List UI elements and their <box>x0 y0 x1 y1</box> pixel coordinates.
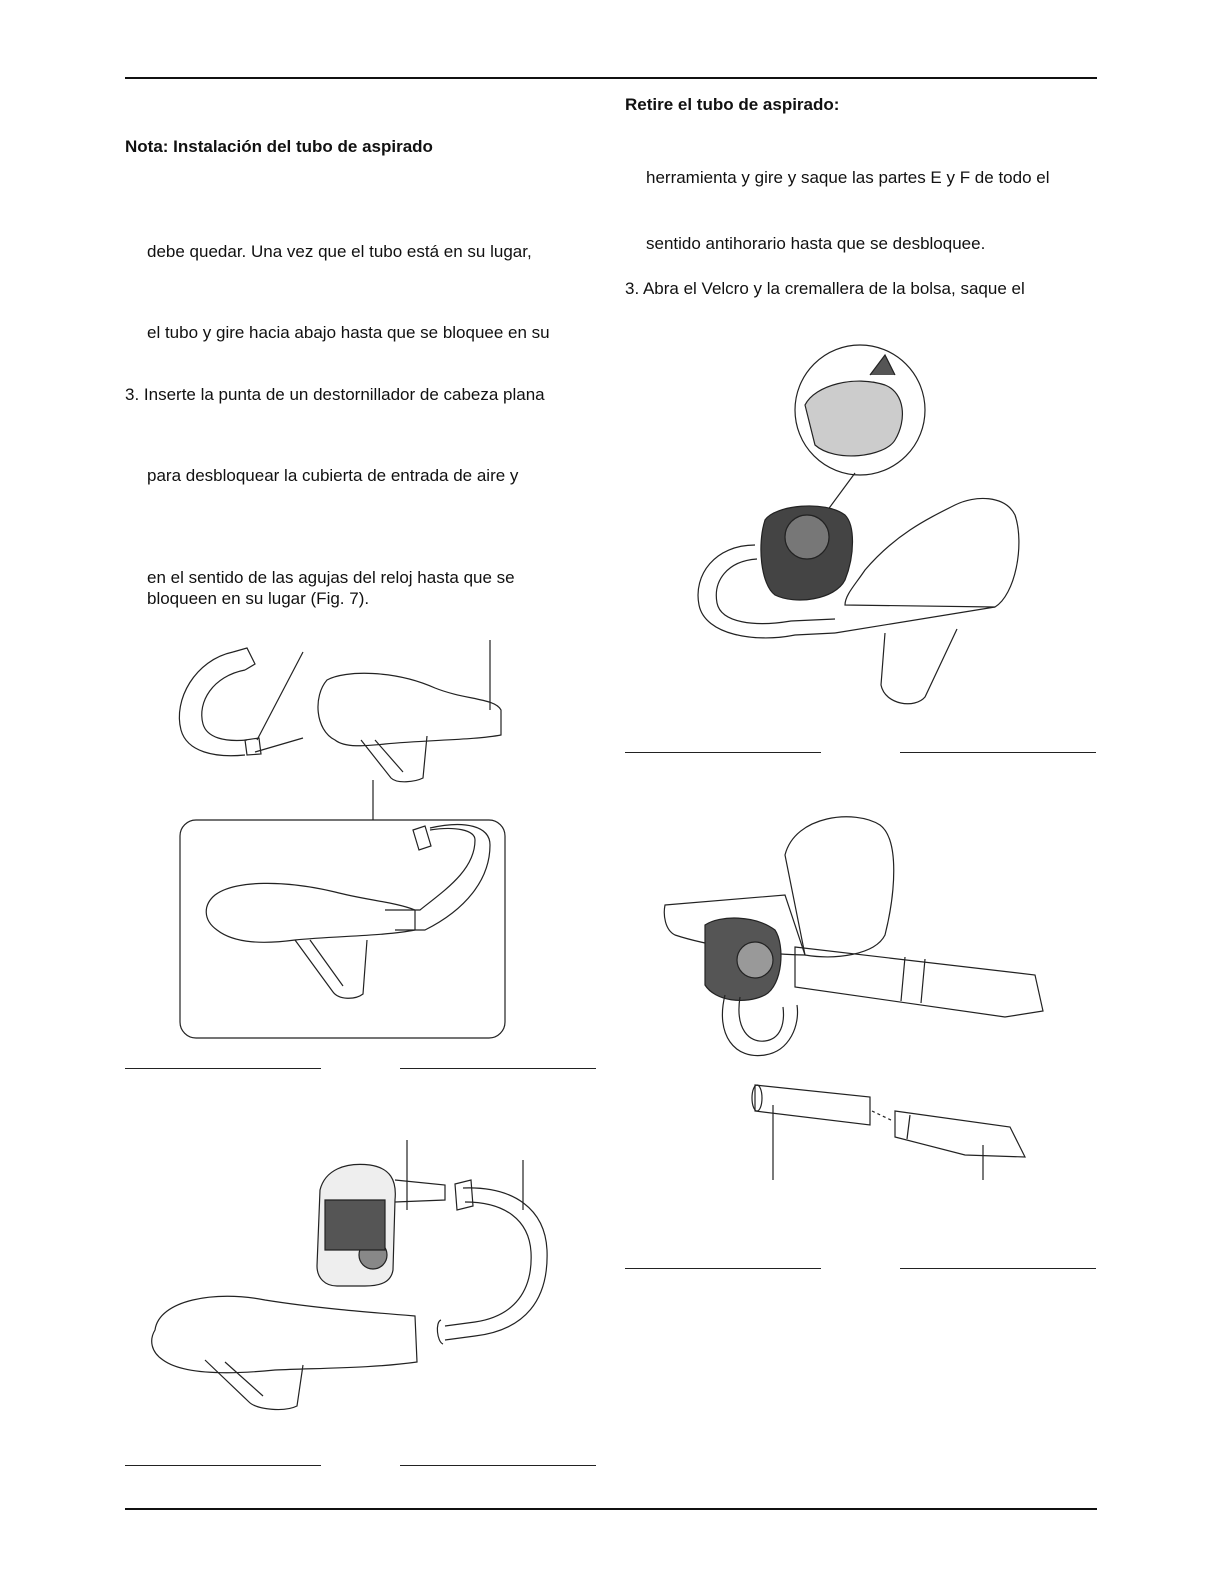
figure-tubes-e-f <box>665 815 1065 1195</box>
fig-caption-line-left-d <box>625 1268 821 1269</box>
left-line-3: 3. Inserte la punta de un destornillador de cabeza plana <box>125 385 545 404</box>
bottom-rule <box>125 1508 1097 1510</box>
left-heading: Nota: Instalación del tubo de aspirado <box>125 137 433 156</box>
fig-caption-line-left-b <box>125 1465 321 1466</box>
left-line-1: debe quedar. Una vez que el tubo está en su lugar, <box>147 242 532 261</box>
fig-caption-line-left-a <box>125 1068 321 1069</box>
right-heading: Retire el tubo de aspirado: <box>625 95 840 114</box>
fig-caption-line-left-c <box>625 752 821 753</box>
fig-caption-line-right-a <box>400 1068 596 1069</box>
figure-blower-assembly <box>145 1140 575 1440</box>
left-line-4: para desbloquear la cubierta de entrada de aire y <box>147 466 519 485</box>
right-line-1: herramienta y gire y saque las partes E y F de todo el <box>646 168 1050 187</box>
left-line-2: el tubo y gire hacia abajo hasta que se bloquee en su <box>147 323 550 342</box>
top-rule <box>125 77 1097 79</box>
right-line-2: sentido antihorario hasta que se desbloquee. <box>646 234 986 253</box>
figure-vacuum-with-bag <box>695 345 1045 725</box>
fig-caption-line-right-c <box>900 752 1096 753</box>
fig-caption-line-right-b <box>400 1465 596 1466</box>
left-line-6: bloqueen en su lugar (Fig. 7). <box>147 589 370 608</box>
figure-hose-and-bag <box>175 640 515 1060</box>
fig-caption-line-right-d <box>900 1268 1096 1269</box>
right-line-3: 3. Abra el Velcro y la cremallera de la bolsa, saque el <box>625 279 1025 298</box>
left-line-5: en el sentido de las agujas del reloj hasta que se <box>147 568 515 587</box>
